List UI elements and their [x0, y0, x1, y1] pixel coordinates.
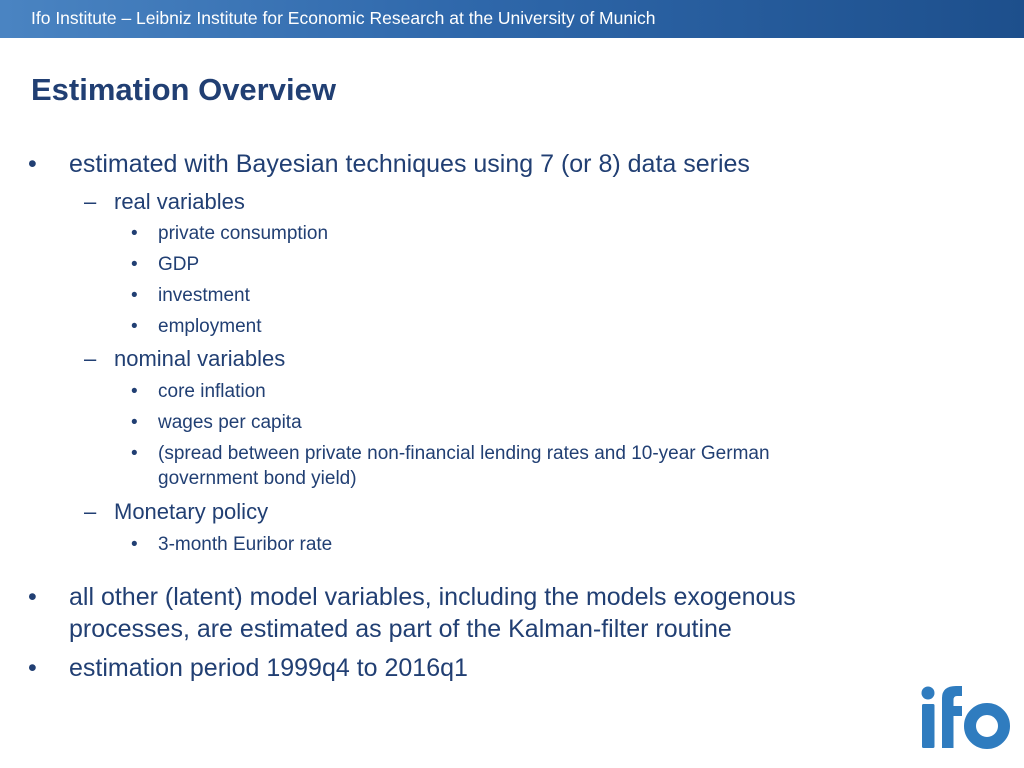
bullet-estimation-period: estimation period 1999q4 to 2016q1 [69, 654, 468, 682]
sub-bullet-marker: – [84, 499, 97, 524]
sub-sub-bullet-marker: • [131, 285, 138, 306]
sub-bullet-monetary-policy: Monetary policy [114, 499, 269, 524]
list-item-employment: employment [158, 316, 262, 337]
ifo-logo-mark [922, 686, 1005, 748]
list-item-euribor-rate: 3-month Euribor rate [158, 534, 333, 555]
sub-sub-bullet-marker: • [131, 443, 138, 464]
bullet-marker: • [28, 583, 37, 611]
list-item-wages-per-capita: wages per capita [158, 412, 302, 433]
bullet-estimation-method: estimated with Bayesian techniques using 7 (or 8) data series [69, 150, 750, 178]
sub-sub-bullet-marker: • [131, 412, 138, 433]
list-item-spread-line-1: (spread between private non-financial lending rates and 10-year German [158, 443, 770, 464]
bullet-latent-variables-line-1: all other (latent) model variables, including the models exogenous [69, 583, 796, 611]
bullet-latent-variables-line-2: processes, are estimated as part of the Kalman-filter routine [69, 615, 732, 643]
sub-bullet-marker: – [84, 189, 97, 214]
list-item-spread-line-2: government bond yield) [158, 468, 357, 489]
list-item-core-inflation: core inflation [158, 381, 266, 402]
ifo-logo [920, 684, 1012, 750]
list-item-investment: investment [158, 285, 250, 306]
sub-sub-bullet-marker: • [131, 254, 138, 275]
list-item-gdp: GDP [158, 254, 200, 275]
sub-sub-bullet-marker: • [131, 316, 138, 337]
sub-sub-bullet-marker: • [131, 223, 138, 244]
sub-sub-bullet-marker: • [131, 381, 138, 402]
sub-bullet-real-variables: real variables [114, 189, 245, 214]
header-institute-name: Ifo Institute – Leibniz Institute for Economic Research at the University of Munich [31, 8, 656, 28]
sub-bullet-nominal-variables: nominal variables [114, 346, 286, 371]
sub-bullet-marker: – [84, 346, 97, 371]
list-item-private-consumption: private consumption [158, 223, 329, 244]
slide-title: Estimation Overview [31, 72, 336, 107]
bullet-marker: • [28, 654, 37, 682]
bullet-marker: • [28, 150, 37, 178]
sub-sub-bullet-marker: • [131, 534, 138, 555]
